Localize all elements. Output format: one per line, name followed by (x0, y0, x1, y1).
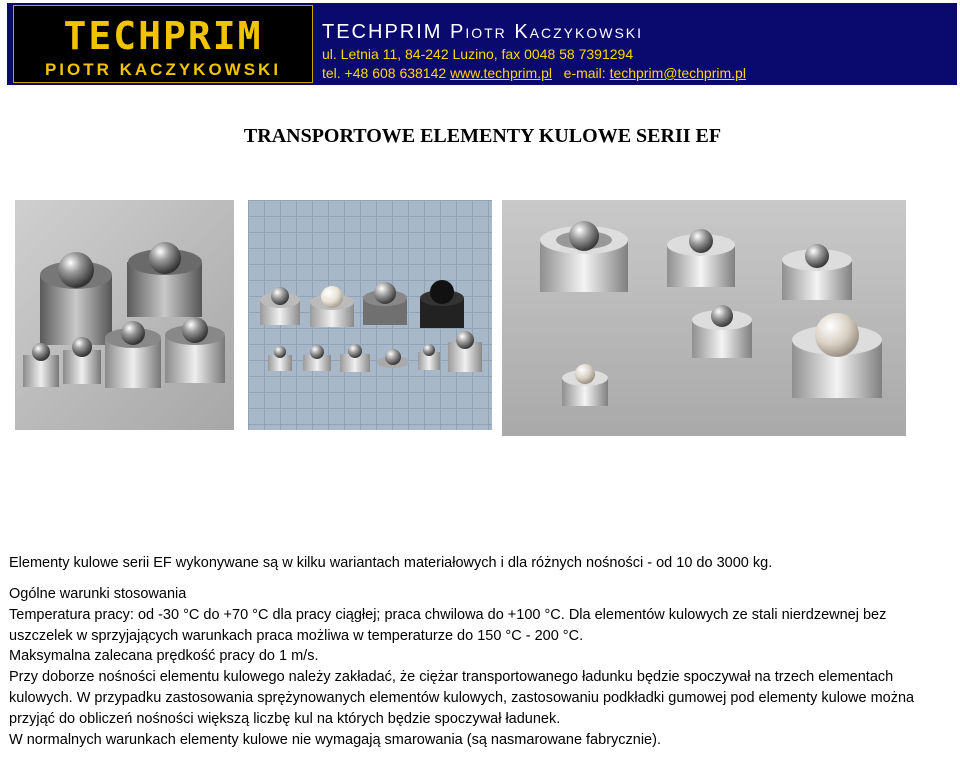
intro-paragraph: Elementy kulowe serii EF wykonywane są w kilku wariantach materiałowych i dla różnych nośności - od 10 do 3000 kg. (9, 555, 773, 571)
company-address: ul. Letnia 11, 84-242 Luzino, fax 0048 58 7391294 (322, 46, 634, 62)
email-label: e-mail: (563, 65, 606, 81)
email-link[interactable]: techprim@techprim.pl (609, 65, 746, 81)
logo-subtitle: PIOTR KACZYKOWSKI (44, 60, 282, 79)
product-photo-3 (502, 200, 906, 436)
company-name: TECHPRIM Piotr Kaczykowski (322, 21, 644, 43)
product-photo-1 (15, 200, 234, 430)
phone-number: tel. +48 608 638142 (322, 65, 447, 81)
website-link[interactable]: www.techprim.pl (450, 65, 552, 81)
page-title: TRANSPORTOWE ELEMENTY KULOWE SERII EF (243, 125, 722, 147)
speed-paragraph: Maksymalna zalecana prędkość pracy do 1 m/s. (9, 648, 319, 665)
logo-wordmark: TECHPRIM (63, 14, 263, 58)
conditions-section (9, 584, 954, 750)
load-paragraph: Przy doborze nośności elementu kulowego należy zakładać, że ciężar transportowanego ładunku będzie spoczywał na trzech elementach kulowych. W przypadku zastosowania sprężynowanych elementów kulowych, zastosowaniu podkładki gumowej pod elementy kulowe można przyjąć do obliczeń nośności większą liczbę kul na których będzie spoczywał ładunek. (9, 669, 915, 727)
company-contact (322, 65, 746, 81)
temperature-paragraph: Temperatura pracy: od -30 °C do +70 °C dla pracy ciągłej; praca chwilowa do +100 °C. Dla elementów kulowych ze stali nierdzewnej bez uszczelek w sprzyjających warunkach praca możliwa w temperaturze do 150 °C - 200 °C. (9, 606, 887, 644)
techprim-logo (13, 5, 313, 83)
product-photo-2 (248, 200, 492, 430)
conditions-heading: Ogólne warunki stosowania (9, 586, 187, 602)
header-banner (7, 3, 957, 85)
lubrication-paragraph: W normalnych warunkach elementy kulowe nie wymagają smarowania (są nasmarowane fabrycznie). (9, 731, 661, 748)
